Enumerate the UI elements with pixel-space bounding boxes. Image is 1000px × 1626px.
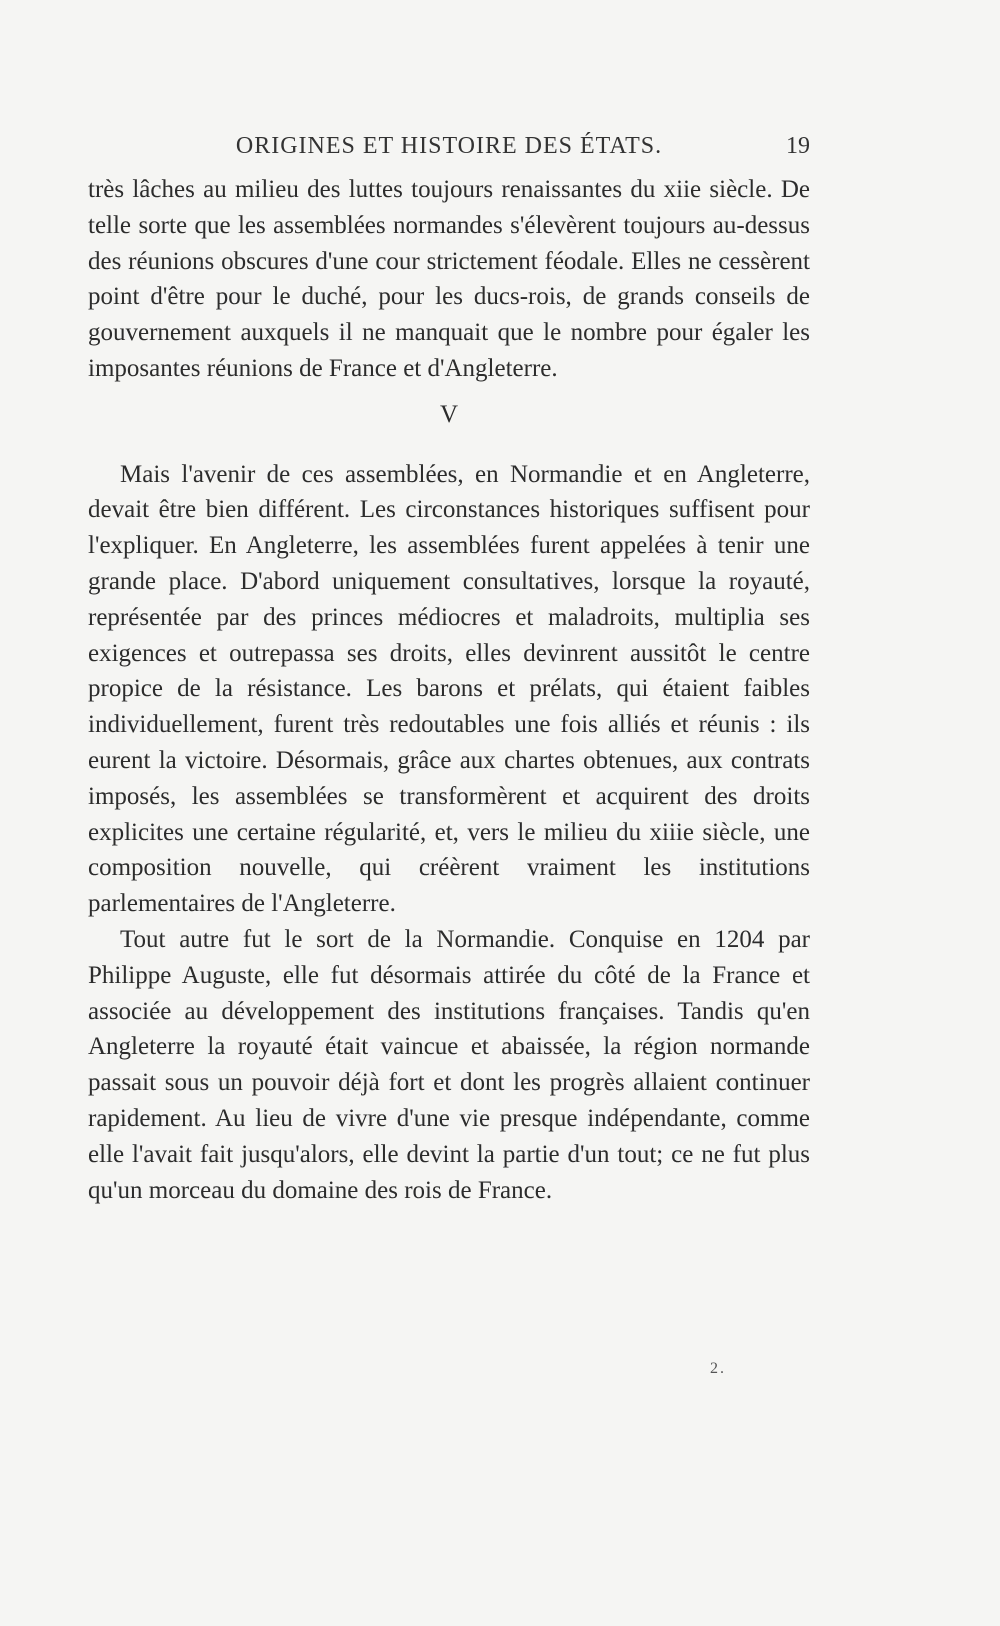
running-header (88, 128, 810, 164)
running-title: ORIGINES ET HISTOIRE DES ÉTATS. (235, 133, 663, 159)
signature-mark: 2. (710, 1360, 726, 1377)
paragraph-3: Tout autre fut le sort de la Normandie. Conquise en 1204 par Philippe Auguste, elle fut désormais attirée du côté de la France et associée au développement des institutions françaises. Tandis qu'en Angleterre la royauté était vaincue et abaissée, la région normande passait sous un pouvoir déjà fort et dont les progrès allaient continuer rapidement. Au lieu de vivre d'une vie presque indépendante, comme elle l'avait fait jusqu'alors, elle devint la partie d'un tout; ce ne fut plus qu'un morceau du domaine des rois de France. (88, 925, 810, 1204)
section-heading: V (439, 400, 459, 428)
paragraph-1: très lâches au milieu des luttes toujours renaissantes du xiie siècle. De telle sorte que les assemblées normandes s'élevèrent toujours au-dessus des réunions obscures d'une cour strictement féodale. Elles ne cessèrent point d'être pour le duché, pour les ducs-rois, de grands conseils de gouvernement auxquels il ne manquait que le nombre pour égaler les imposantes réunions de France et d'Angleterre. (88, 176, 810, 382)
paragraph-2: Mais l'avenir de ces assemblées, en Normandie et en Angleterre, devait être bien différent. Les circonstances historiques suffisent pour l'expliquer. En Angleterre, les assemblées furent appelées à tenir une grande place. D'abord uniquement consultatives, lorsque la royauté, représentée par des princes médiocres et maladroits, multiplia ses exigences et outrepassa ses droits, elles devinrent aussitôt le centre propice de la résistance. Les barons et prélats, qui étaient faibles individuellement, furent très redoutables une fois alliés et réunis : ils eurent la victoire. Désormais, grâce aux chartes obtenues, aux contrats imposés, les assemblées se transformèrent et acquirent des droits explicites une certaine régularité, et, vers le milieu du xiiie siècle, une composition nouvelle, qui créèrent vraiment les institutions parlementaires de l'Angleterre. (88, 460, 810, 918)
body-text (88, 172, 810, 1208)
page-number: 19 (786, 133, 810, 159)
